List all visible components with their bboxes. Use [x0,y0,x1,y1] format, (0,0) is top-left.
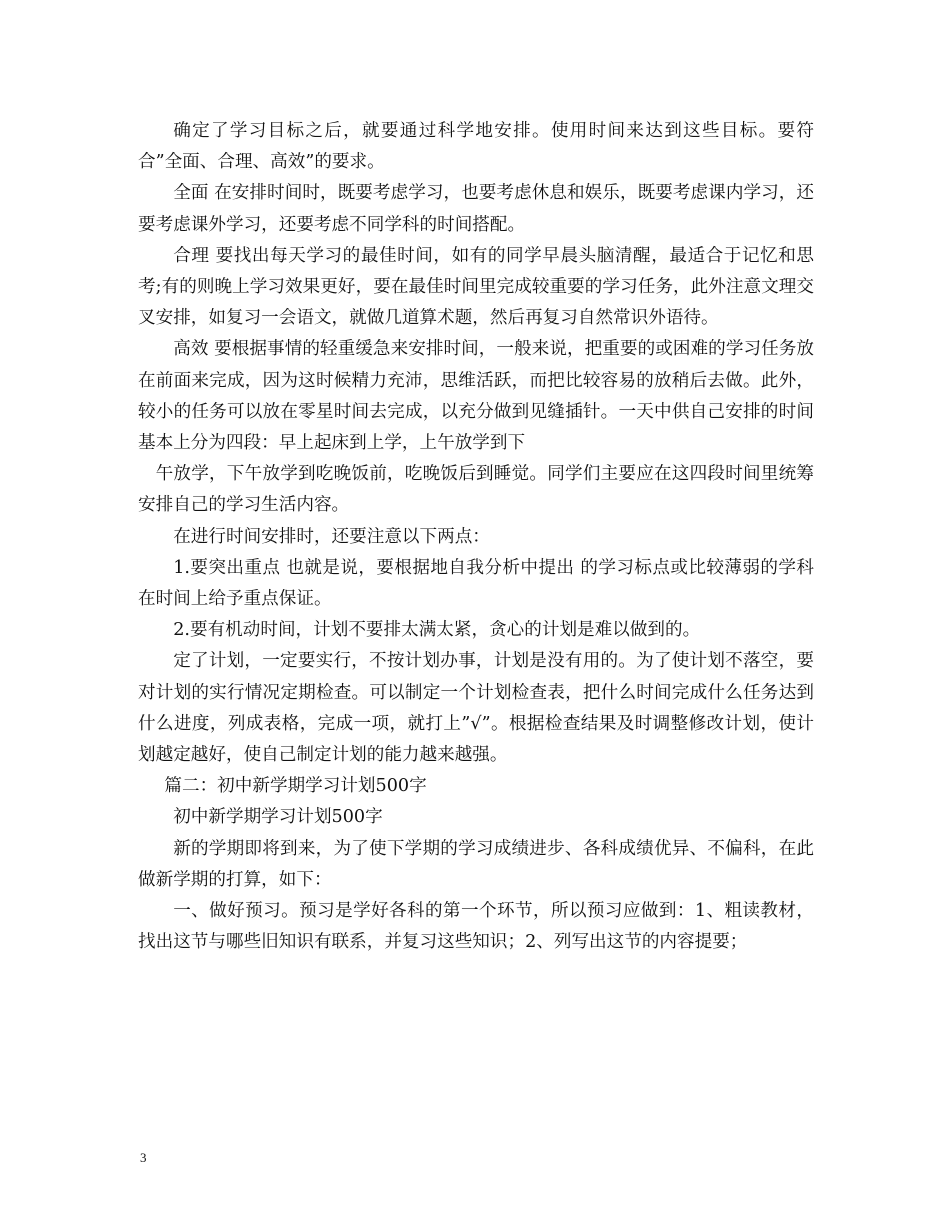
paragraph-6: 在进行时间安排时，还要注意以下两点： [173,526,490,547]
paragraph-1: 确定了学习目标之后，就要通过科学地安排。使用时间来达到这些目标。要符合”全面、合理、高效”的要求。 [138,121,814,173]
paragraph-5: 午放学，下午放学到吃晚饭前，吃晚饭后到睡觉。同学们主要应在这四段时间里统筹安排自己的学习生活内容。 [138,464,814,516]
page-number: 3 [140,1150,147,1165]
section-title: 初中新学期学习计划500字 [173,807,383,828]
paragraph-13: 一、做好预习。预习是学好各科的第一个环节，所以预习应做到：1、粗读教材，找出这节与哪些旧知识有联系，并复习这些知识；2、列写出这节的内容提要； [138,901,814,953]
paragraph-7: 1.要突出重点 也就是说，要根据地自我分析中提出 的学习标点或比较薄弱的学科在时间上给予重点保证。 [138,557,814,610]
section-heading: 篇二：初中新学期学习计划500字 [164,776,427,797]
document-body [138,116,814,958]
paragraph-2: 全面 在安排时间时，既要考虑学习，也要考虑休息和娱乐，既要考虑课内学习，还要考虑课外学习，还要考虑不同学科的时间搭配。 [138,183,814,235]
paragraph-8: 2.要有机动时间，计划不要排太满太紧，贪心的计划是难以做到的。 [173,620,701,641]
paragraph-3: 合理 要找出每天学习的最佳时间，如有的同学早晨头脑清醒，最适合于记忆和思考;有的则晚上学习效果更好，要在最佳时间里完成较重要的学习任务，此外注意文理交叉安排，如复习一会语文，就做几道算术题，然后再复习自然常识外语待。 [138,245,814,329]
paragraph-4: 高效 要根据事情的轻重缓急来安排时间，一般来说，把重要的或困难的学习任务放在前面来完成，因为这时候精力充沛，思维活跃，而把比较容易的放稍后去做。此外，较小的任务可以放在零星时间去完成，以充分做到见缝插针。一天中供自己安排的时间基本上分为四段：早上起床到上学，上午放学到下 [138,339,814,454]
paragraph-9: 定了计划，一定要实行，不按计划办事，计划是没有用的。为了使计划不落空，要对计划的实行情况定期检查。可以制定一个计划检查表，把什么时间完成什么任务达到什么进度，列成表格，完成一项，就打上”√”。根据检查结果及时调整修改计划，使计划越定越好，使自己制定计划的能力越来越强。 [138,651,814,766]
paragraph-12: 新的学期即将到来，为了使下学期的学习成绩进步、各科成绩优异、不偏科，在此做新学期的打算，如下： [138,838,814,890]
